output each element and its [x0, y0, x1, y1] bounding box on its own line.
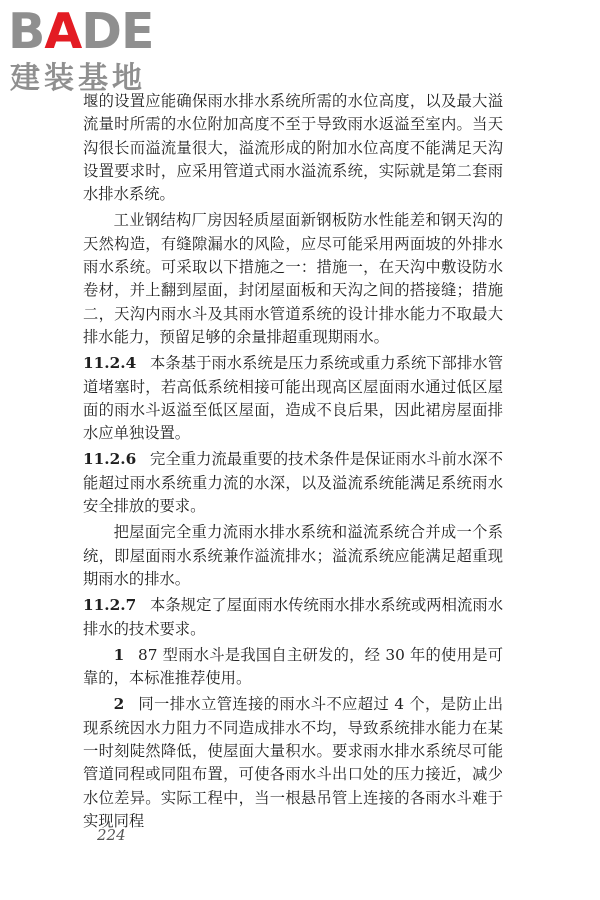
- logo-wordmark: BADE: [8, 3, 154, 60]
- clause-number: 11.2.6: [83, 450, 137, 469]
- bade-logo: [8, 3, 198, 98]
- document-body: [83, 90, 503, 833]
- clause-number: 11.2.4: [83, 354, 137, 373]
- paragraph: 把屋面完全重力流雨水排水系统和溢流系统合并成一个系统，即屋面雨水系统兼作溢流排水；溢流系统应能满足超重现期雨水的排水。: [83, 523, 503, 588]
- clause-11-2-6: [83, 448, 503, 518]
- paragraph-continuation: 堰的设置应能确保雨水排水系统所需的水位高度，以及最大溢流量时所需的水位附加高度不至于导致雨水返溢至室内。当天沟很长而溢流量很大，溢流形成的附加水位高度不能满足天沟设置要求时，应采用管道式雨水溢流系统，实际就是第二套雨水排水系统。: [83, 92, 503, 204]
- item-text: 同一排水立管连接的雨水斗不应超过 4 个，是防止出现系统因水力阻力不同造成排水不均，导致系统排水能力在某一时刻陡然降低，使屋面大量积水。要求雨水排水系统尽可能管道同程或同阻布置，可使各雨水斗出口处的压力接近，减少水位差异。实际工程中，当一根悬吊管上连接的各雨水斗难于实现同程: [83, 695, 503, 830]
- clause-11-2-4: [83, 352, 503, 445]
- list-item-1: [83, 644, 503, 691]
- clause-text: 本条基于雨水系统是压力系统或重力系统下部排水管道堵塞时，若高低系统相接可能出现高区屋面雨水通过低区屋面的雨水斗返溢至低区屋面，造成不良后果，因此裙房屋面排水应单独设置。: [83, 354, 503, 443]
- item-number: 1: [113, 645, 125, 664]
- clause-11-2-7: [83, 594, 503, 641]
- clause-text: 完全重力流最重要的技术条件是保证雨水斗前水深不能超过雨水系统重力流的水深，以及溢流系统能满足系统雨水安全排放的要求。: [83, 450, 503, 516]
- page-number: 224: [97, 826, 126, 844]
- logo-subtitle: 建装基地: [10, 61, 146, 96]
- item-number: 2: [113, 695, 125, 714]
- item-text: 87 型雨水斗是我国自主研发的，经 30 年的使用是可靠的，本标准推荐使用。: [83, 645, 503, 688]
- paragraph: 工业钢结构厂房因轻质屋面新钢板防水性能差和钢天沟的天然构造，有缝隙漏水的风险，应尽可能采用两面坡的外排水雨水系统。可采取以下措施之一：措施一，在天沟中敷设防水卷材，并上翻到屋面，封闭屋面板和天沟之间的搭接缝；措施二，天沟内雨水斗及其雨水管道系统的设计排水能力不取最大排水能力，预留足够的余量排超重现期雨水。: [83, 211, 503, 346]
- list-item-2: [83, 693, 503, 833]
- clause-number: 11.2.7: [83, 596, 137, 615]
- clause-text: 本条规定了屋面雨水传统雨水排水系统或两相流雨水排水的技术要求。: [83, 596, 503, 638]
